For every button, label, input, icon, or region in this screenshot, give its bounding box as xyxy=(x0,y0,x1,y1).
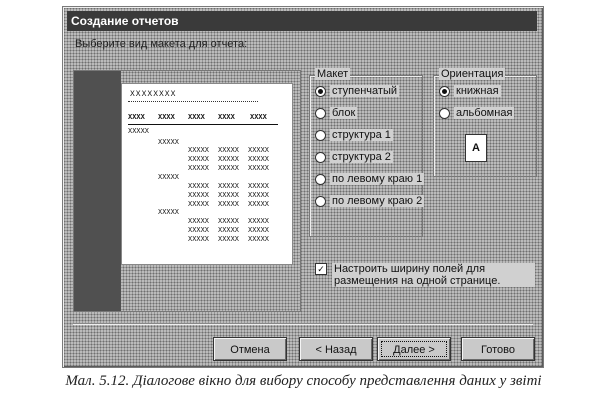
layout-radio[interactable] xyxy=(315,108,326,119)
preview-detail-cell: XXXXX xyxy=(248,236,270,244)
preview-detail-cell: XXXXX xyxy=(248,183,270,191)
preview-detail-cell: XXXXX xyxy=(248,227,270,235)
preview-detail-cell: XXXXX xyxy=(218,218,240,226)
fit-width-label: Настроить ширину полей для размещения на одной странице. xyxy=(332,263,535,287)
preview-detail-cell: XXXXX xyxy=(218,192,240,200)
preview-detail-cell: XXXXX xyxy=(218,165,240,173)
preview-detail-cell: XXXXX xyxy=(248,201,270,209)
preview-shadow xyxy=(74,71,121,311)
preview-page xyxy=(121,83,293,265)
layout-preview xyxy=(73,70,301,312)
fit-width-checkbox[interactable]: ✓ xyxy=(315,263,327,275)
report-wizard-dialog xyxy=(62,6,544,368)
button-separator xyxy=(73,323,533,325)
finish-button[interactable]: Готово xyxy=(461,337,535,361)
layout-option-label: структура 2 xyxy=(332,151,391,163)
preview-detail-cell: XXXXX xyxy=(248,156,270,164)
preview-detail-cell: XXXXX xyxy=(188,236,210,244)
layout-option[interactable] xyxy=(315,107,357,119)
preview-detail-cell: XXXXX xyxy=(218,201,240,209)
preview-detail-cell: XXXXX xyxy=(218,236,240,244)
cancel-button[interactable]: Отмена xyxy=(213,337,287,361)
layout-option-label: структура 1 xyxy=(332,129,391,141)
orientation-group-label: Ориентация xyxy=(441,68,504,80)
preview-detail-cell: XXXXX xyxy=(188,147,210,155)
orientation-option-label: альбомная xyxy=(456,107,513,119)
layout-option[interactable] xyxy=(315,173,424,185)
orientation-radio[interactable] xyxy=(439,86,450,97)
preview-detail-cell: XXXXX xyxy=(218,183,240,191)
layout-radio[interactable] xyxy=(315,86,326,97)
portrait-page-icon: A xyxy=(465,134,487,162)
layout-option[interactable] xyxy=(315,85,399,97)
preview-detail-cell: XXXXX xyxy=(248,192,270,200)
layout-group-label: Макет xyxy=(317,68,349,80)
preview-detail-cell: XXXXX xyxy=(188,183,210,191)
preview-header: XXXXXXXX xyxy=(130,90,177,99)
next-button[interactable]: Далее > xyxy=(377,337,451,361)
preview-group-2: XXXXX xyxy=(158,139,180,147)
preview-detail-cell: XXXXX xyxy=(218,147,240,155)
layout-prompt: Выберите вид макета для отчета: xyxy=(75,38,248,50)
orientation-option[interactable] xyxy=(439,107,514,119)
layout-radio[interactable] xyxy=(315,130,326,141)
orientation-option[interactable] xyxy=(439,85,501,97)
layout-option-label: по левому краю 1 xyxy=(332,173,423,185)
layout-option[interactable] xyxy=(315,195,424,207)
preview-detail-cell: XXXXX xyxy=(188,218,210,226)
layout-option-label: по левому краю 2 xyxy=(332,195,423,207)
preview-rule xyxy=(128,101,258,103)
preview-detail-cell: XXXXX xyxy=(188,165,210,173)
preview-detail-cell: XXXXX xyxy=(188,201,210,209)
preview-detail-cell: XXXXX xyxy=(218,227,240,235)
layout-radio[interactable] xyxy=(315,196,326,207)
preview-col-5: XXXX xyxy=(250,114,267,122)
preview-col-4: XXXX xyxy=(218,114,235,122)
preview-group-1: XXXXX xyxy=(128,128,150,136)
back-button[interactable]: < Назад xyxy=(299,337,373,361)
preview-group-4: XXXXX xyxy=(158,209,180,217)
orientation-option-label: книжная xyxy=(456,85,499,97)
layout-option-label: ступенчатый xyxy=(332,85,398,97)
preview-detail-cell: XXXXX xyxy=(248,218,270,226)
preview-col-3: XXXX xyxy=(188,114,205,122)
preview-detail-cell: XXXXX xyxy=(188,227,210,235)
preview-detail-cell: XXXXX xyxy=(188,156,210,164)
layout-option[interactable] xyxy=(315,151,393,163)
layout-radio[interactable] xyxy=(315,174,326,185)
preview-header-rule xyxy=(128,124,278,125)
fit-width-row[interactable] xyxy=(315,263,535,287)
figure-caption: Мал. 5.12. Діалогове вікно для вибору способу представлення даних у звіті xyxy=(65,373,542,389)
layout-option-label: блок xyxy=(332,107,356,119)
orientation-radio[interactable] xyxy=(439,108,450,119)
preview-group-3: XXXXX xyxy=(158,174,180,182)
preview-detail-cell: XXXXX xyxy=(188,192,210,200)
preview-col-1: XXXX xyxy=(128,114,145,122)
dialog-title: Создание отчетов xyxy=(67,11,537,31)
preview-detail-cell: XXXXX xyxy=(248,165,270,173)
preview-detail-cell: XXXXX xyxy=(248,147,270,155)
layout-radio[interactable] xyxy=(315,152,326,163)
preview-detail-cell: XXXXX xyxy=(218,156,240,164)
preview-col-2: XXXX xyxy=(158,114,175,122)
layout-option[interactable] xyxy=(315,129,393,141)
